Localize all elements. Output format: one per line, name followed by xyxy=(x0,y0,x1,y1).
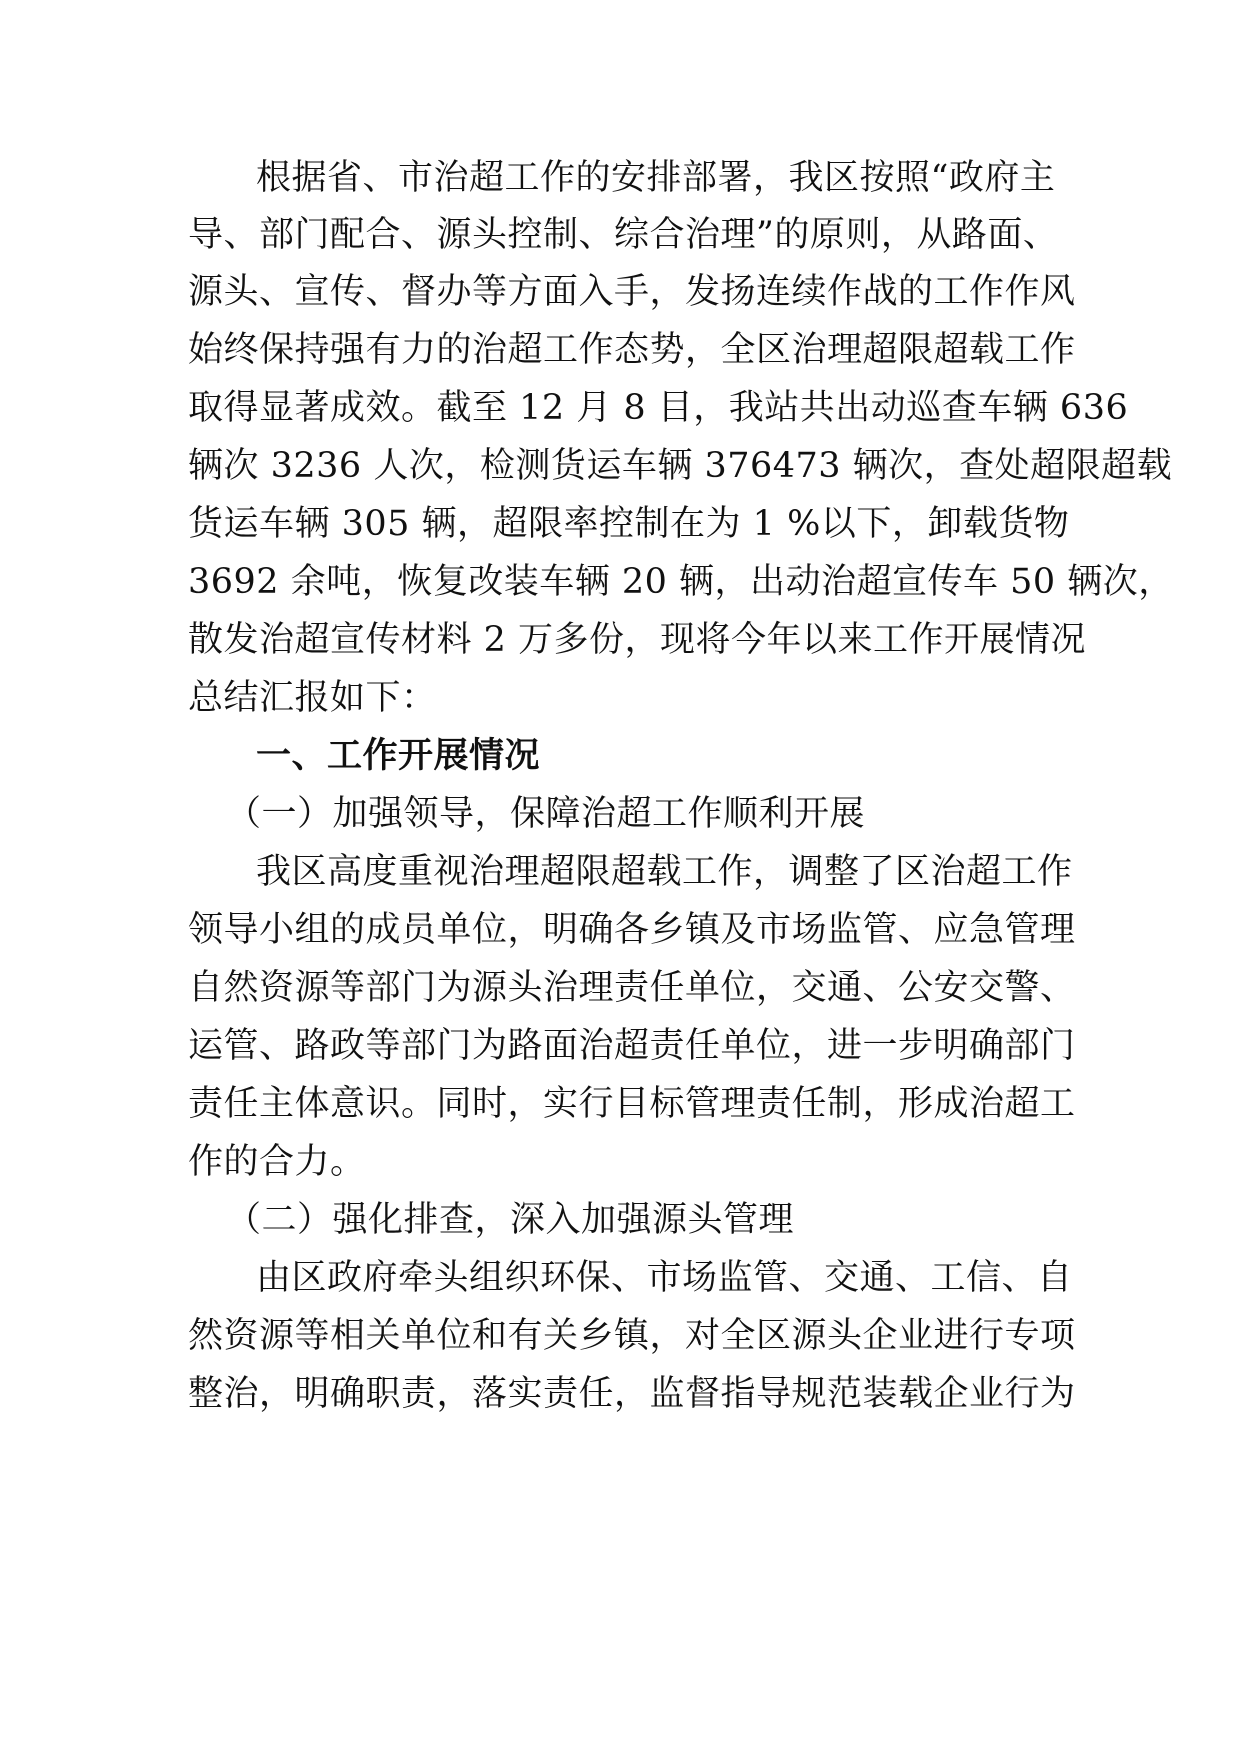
paragraph-line: 由区政府牵头组织环保、市场监管、交通、工信、自 xyxy=(256,1258,1073,1298)
paragraph-line: 取得显著成效。截至 12 月 8 目，我站共出动巡查车辆 636 xyxy=(188,388,1129,428)
paragraph-line: 散发治超宣传材料 2 万多份，现将今年以来工作开展情况 xyxy=(188,620,1087,660)
paragraph-line: 责任主体意识。同时，实行目标管理责任制，形成治超工 xyxy=(188,1084,1076,1124)
paragraph-line: 作的合力。 xyxy=(188,1142,366,1182)
paragraph-line: 整治，明确职责，落实责任，监督指导规范装载企业行为 xyxy=(188,1374,1076,1414)
paragraph-line: 然资源等相关单位和有关乡镇，对全区源头企业进行专项 xyxy=(188,1316,1076,1356)
paragraph-line: 始终保持强有力的治超工作态势，全区治理超限超载工作 xyxy=(188,330,1076,370)
paragraph-line: 辆次 3236 人次，检测货运车辆 376473 辆次，查处超限超载 xyxy=(188,446,1173,486)
paragraph-line: 货运车辆 305 辆，超限率控制在为 1 %以下，卸载货物 xyxy=(188,504,1070,544)
paragraph-line: 运管、路政等部门为路面治超责任单位，进一步明确部门 xyxy=(188,1026,1076,1066)
paragraph-line: 3692 余吨，恢复改装车辆 20 辆，出动治超宣传车 50 辆次， xyxy=(188,562,1174,602)
paragraph-line: 我区高度重视治理超限超载工作，调整了区治超工作 xyxy=(256,852,1073,892)
paragraph-line: 领导小组的成员单位，明确各乡镇及市场监管、应急管理 xyxy=(188,910,1076,950)
paragraph-line: 根据省、市治超工作的安排部署，我区按照“政府主 xyxy=(256,158,1056,198)
paragraph-line: 导、部门配合、源头控制、综合治理”的原则，从路面、 xyxy=(188,215,1059,255)
section-heading: 一、工作开展情况 xyxy=(256,736,541,776)
subsection-heading: （一）加强领导，保障治超工作顺利开展 xyxy=(226,794,866,834)
paragraph-line: 总结汇报如下： xyxy=(188,678,437,718)
subsection-heading: （二）强化排查，深入加强源头管理 xyxy=(226,1200,795,1240)
paragraph-line: 源头、宣传、督办等方面入手，发扬连续作战的工作作风 xyxy=(188,272,1076,312)
paragraph-line: 自然资源等部门为源头治理责任单位，交通、公安交警、 xyxy=(188,968,1076,1008)
